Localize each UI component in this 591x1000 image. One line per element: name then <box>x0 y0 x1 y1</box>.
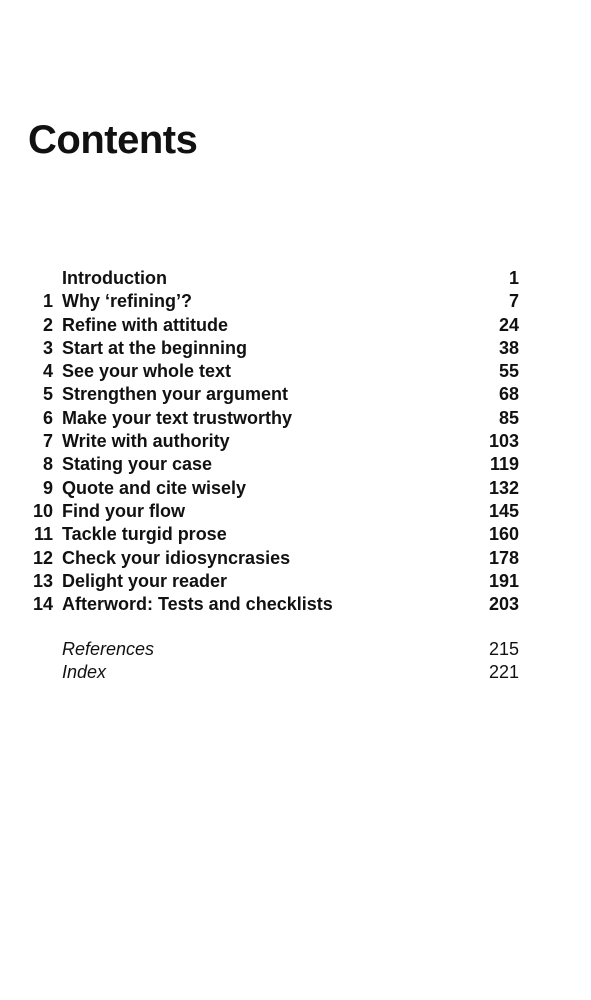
chapter-number: 6 <box>42 407 53 428</box>
page-number: 7 <box>508 291 519 312</box>
page-title: Contents <box>28 118 198 162</box>
table-of-contents <box>0 267 591 616</box>
page-number: 160 <box>488 524 519 545</box>
page-number: 85 <box>498 407 519 428</box>
chapter-number: 5 <box>42 384 53 405</box>
page-number: 68 <box>498 384 519 405</box>
chapter-title: Afterword: Tests and checklists <box>62 594 333 615</box>
back-matter-title: Index <box>62 662 107 683</box>
chapter-title: Stating your case <box>62 454 213 475</box>
toc-entry-chapter-7 <box>0 430 591 453</box>
chapter-number: 13 <box>32 570 53 591</box>
page-number: 145 <box>488 500 519 521</box>
chapter-title: Strengthen your argument <box>62 384 289 405</box>
toc-entry-chapter-13 <box>0 570 591 593</box>
chapter-title: Write with authority <box>62 431 230 452</box>
toc-entry-chapter-11 <box>0 523 591 546</box>
toc-entry-chapter-2 <box>0 314 591 337</box>
page-number: 178 <box>488 547 519 568</box>
chapter-number: 4 <box>42 361 53 382</box>
chapter-title: Start at the beginning <box>62 337 248 358</box>
page-number: 103 <box>488 431 519 452</box>
chapter-number: 14 <box>32 594 53 615</box>
chapter-number: 10 <box>32 500 53 521</box>
toc-entry-chapter-8 <box>0 453 591 476</box>
page-number: 24 <box>498 314 519 335</box>
toc-entry-chapter-4 <box>0 360 591 383</box>
toc-entry-index <box>0 661 591 684</box>
chapter-number: 2 <box>42 314 53 335</box>
toc-entry-introduction <box>0 267 591 290</box>
chapter-number: 1 <box>42 291 53 312</box>
toc-entry-chapter-3 <box>0 337 591 360</box>
chapter-number: 7 <box>42 431 53 452</box>
toc-entry-references <box>0 638 591 661</box>
page-number: 221 <box>488 662 519 683</box>
chapter-title: Find your flow <box>62 500 185 521</box>
chapter-number: 3 <box>42 337 53 358</box>
page-number: 191 <box>488 570 519 591</box>
page-number: 38 <box>498 337 519 358</box>
chapter-title: Why ‘refining’? <box>62 291 192 312</box>
page-number: 119 <box>489 454 519 475</box>
toc-entry-chapter-6 <box>0 407 591 430</box>
page-number: 215 <box>488 639 519 659</box>
page-number: 132 <box>488 477 519 498</box>
toc-entry-chapter-10 <box>0 500 591 523</box>
toc-entry-chapter-9 <box>0 477 591 500</box>
page-number: 1 <box>508 268 519 288</box>
chapter-title: Introduction <box>62 268 167 288</box>
chapter-title: Check your idiosyncrasies <box>62 547 291 568</box>
toc-entry-chapter-14 <box>0 593 591 616</box>
chapter-number: 11 <box>33 524 53 545</box>
chapter-title: Quote and cite wisely <box>62 477 247 498</box>
chapter-title: Make your text trustworthy <box>62 407 293 428</box>
chapter-number: 8 <box>42 454 53 475</box>
chapter-number: 12 <box>32 547 53 568</box>
chapter-title: Refine with attitude <box>62 314 228 335</box>
chapter-title: See your whole text <box>62 361 232 382</box>
chapter-title: Tackle turgid prose <box>62 524 227 545</box>
back-matter-title: References <box>62 639 155 659</box>
chapter-title: Delight your reader <box>62 570 228 591</box>
toc-entry-chapter-5 <box>0 383 591 406</box>
chapter-number: 9 <box>42 477 53 498</box>
toc-entry-chapter-12 <box>0 547 591 570</box>
back-matter <box>0 638 591 685</box>
page-number: 55 <box>498 361 519 382</box>
toc-entry-chapter-1 <box>0 290 591 313</box>
page-number: 203 <box>488 594 519 615</box>
